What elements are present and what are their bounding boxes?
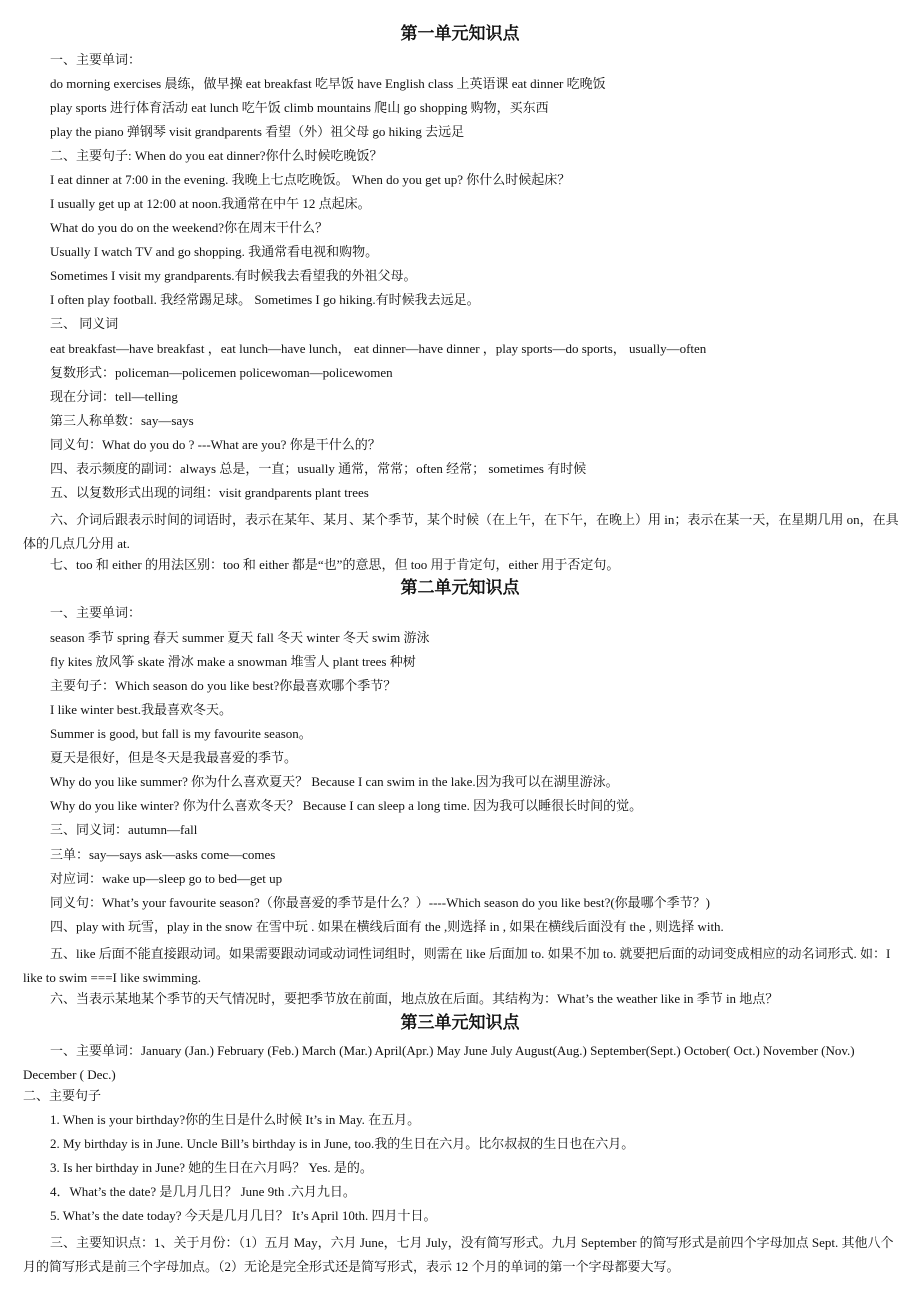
unit1-line: 复数形式：policeman—policemen policewoman—policewomen xyxy=(50,365,393,380)
unit3-heading-2: 二、主要句子 xyxy=(23,1088,102,1103)
unit2-line: season 季节 spring 春天 summer 夏天 fall 冬天 winter 冬天 swim 游泳 xyxy=(50,630,430,645)
unit1-line: play sports 进行体育活动 eat lunch 吃午饭 climb mountains 爬山 go shopping 购物，买东西 xyxy=(50,100,549,115)
unit1-line: 同义句：What do you do ? ---What are you? 你是干什么的？ xyxy=(50,437,381,452)
unit1-line: 第三人称单数：say—says xyxy=(50,413,194,428)
unit2-line: Why do you like winter? 你为什么喜欢冬天？ Because I can sleep a long time. 因为我可以睡很长时间的觉。 xyxy=(50,798,643,813)
unit1-line: 二、主要句子: When do you eat dinner?你什么时候吃晚饭？ xyxy=(50,148,383,163)
unit3-title: 第三单元知识点 xyxy=(400,1013,520,1033)
unit1-line: What do you do on the weekend?你在周末干什么？ xyxy=(50,220,329,235)
unit2-line: 同义句：What’s your favourite season?（你最喜爱的季节是什么？）----Which season do you like best?(你最哪个季节？) xyxy=(50,895,710,910)
unit3-paragraph-3: 三、主要知识点：1、关于月份：（1）五月 May，六月 June，七月 July，没有简写形式。九月 September 的简写形式是前四个字母加点 Sept. 其他八个月的简写形式是前三个字母加点。（2）无论是完全形式还是简写形式，表示 12 个月的单词的第一个字母都要大写。 xyxy=(23,1235,894,1274)
unit2-line: 三、同义词：autumn—fall xyxy=(50,822,198,837)
unit1-line-7: 七、too 和 either 的用法区别：too 和 either 都是“也”的意思，但 too 用于肯定句，either 用于否定句。 xyxy=(50,557,620,572)
unit1-line: I eat dinner at 7:00 in the evening. 我晚上七点吃晚饭。 When do you get up? 你什么时候起床？ xyxy=(50,172,571,187)
unit1-line: I usually get up at 12:00 at noon.我通常在中午 12 点起床。 xyxy=(50,196,371,211)
unit2-line: 四、play with 玩雪，play in the snow 在雪中玩 . 如果在横线后面有 the ,则选择 in , 如果在横线后面没有 the , 则选择 with. xyxy=(50,919,724,934)
unit2-line: Why do you like summer? 你为什么喜欢夏天？ Because I can swim in the lake.因为我可以在湖里游泳。 xyxy=(50,774,619,789)
unit3-paragraph-1: 一、主要单词：January (Jan.) February (Feb.) March (Mar.) April(Apr.) May June July August(Aug.) September(Sept.) October( Oct.) November (Nov.) December ( Dec.) xyxy=(23,1043,855,1082)
unit2-line: 对应词：wake up—sleep go to bed—get up xyxy=(50,871,283,886)
unit1-line: 一、主要单词： xyxy=(50,52,142,67)
unit1-paragraph-6: 六、介词后跟表示时间的词语时，表示在某年、某月、某个季节，某个时候（在上午，在下午，在晚上）用 in；表示在某一天，在星期几用 on，在具体的几点几分用 at. xyxy=(23,512,899,551)
unit2-line: Summer is good, but fall is my favourite season。 xyxy=(50,726,312,741)
unit1-line: play the piano 弹钢琴 visit grandparents 看望（外）祖父母 go hiking 去远足 xyxy=(50,124,465,139)
unit1-line: 三、 同义词 xyxy=(50,316,119,331)
unit1-line: I often play football. 我经常踢足球。 Sometimes I go hiking.有时候我去远足。 xyxy=(50,292,480,307)
unit3-line: 4．What’s the date? 是几月几日？ June 9th .六月九日。 xyxy=(50,1184,356,1199)
unit1-line: 五、以复数形式出现的词组：visit grandparents plant trees xyxy=(50,485,369,500)
unit2-line: fly kites 放风筝 skate 滑冰 make a snowman 堆雪人 plant trees 种树 xyxy=(50,654,416,669)
unit2-line: 一、主要单词： xyxy=(50,605,142,620)
unit2-line: 夏天是很好，但是冬天是我最喜爱的季节。 xyxy=(50,750,298,765)
unit2-paragraph-5: 五、like 后面不能直接跟动词。如果需要跟动词或动词性词组时，则需在 like 后面加 to. 如果不加 to. 就要把后面的动词变成相应的动名词形式. 如：I like to swim ===I like swimming. xyxy=(23,946,891,985)
unit3-line: 3. Is her birthday in June? 她的生日在六月吗？ Yes. 是的。 xyxy=(50,1160,373,1175)
unit3-line: 2. My birthday is in June. Uncle Bill’s birthday is in June, too.我的生日在六月。比尔叔叔的生日也在六月。 xyxy=(50,1136,635,1151)
unit3-line: 5. What’s the date today? 今天是几月几日？ It’s April 10th. 四月十日。 xyxy=(50,1208,437,1223)
unit2-line: 主要句子：Which season do you like best?你最喜欢哪个季节？ xyxy=(50,678,397,693)
unit1-line: 四、表示频度的副词：always 总是，一直；usually 通常，常常；often 经常； sometimes 有时候 xyxy=(50,461,587,476)
unit1-line: Usually I watch TV and go shopping. 我通常看电视和购物。 xyxy=(50,244,379,259)
unit3-line: 1. When is your birthday?你的生日是什么时候 It’s in May. 在五月。 xyxy=(50,1112,421,1127)
unit1-line: 现在分词：tell—telling xyxy=(50,389,178,404)
unit1-line: eat breakfast—have breakfast ，eat lunch—have lunch， eat dinner—have dinner ，play sports—do sports， usually—often xyxy=(50,341,707,356)
unit2-line: 三单：say—says ask—asks come—comes xyxy=(50,847,276,862)
unit1-title: 第一单元知识点 xyxy=(400,24,520,44)
unit2-title: 第二单元知识点 xyxy=(400,578,520,598)
unit2-line-6: 六、当表示某地某个季节的天气情况时，要把季节放在前面，地点放在后面。其结构为：What’s the weather like in 季节 in 地点？ xyxy=(50,991,779,1006)
unit1-line: do morning exercises 晨练，做早操 eat breakfast 吃早饭 have English class 上英语课 eat dinner 吃晚饭 xyxy=(50,76,606,91)
unit1-line: Sometimes I visit my grandparents.有时候我去看望我的外祖父母。 xyxy=(50,268,417,283)
unit2-line: I like winter best.我最喜欢冬天。 xyxy=(50,702,232,717)
